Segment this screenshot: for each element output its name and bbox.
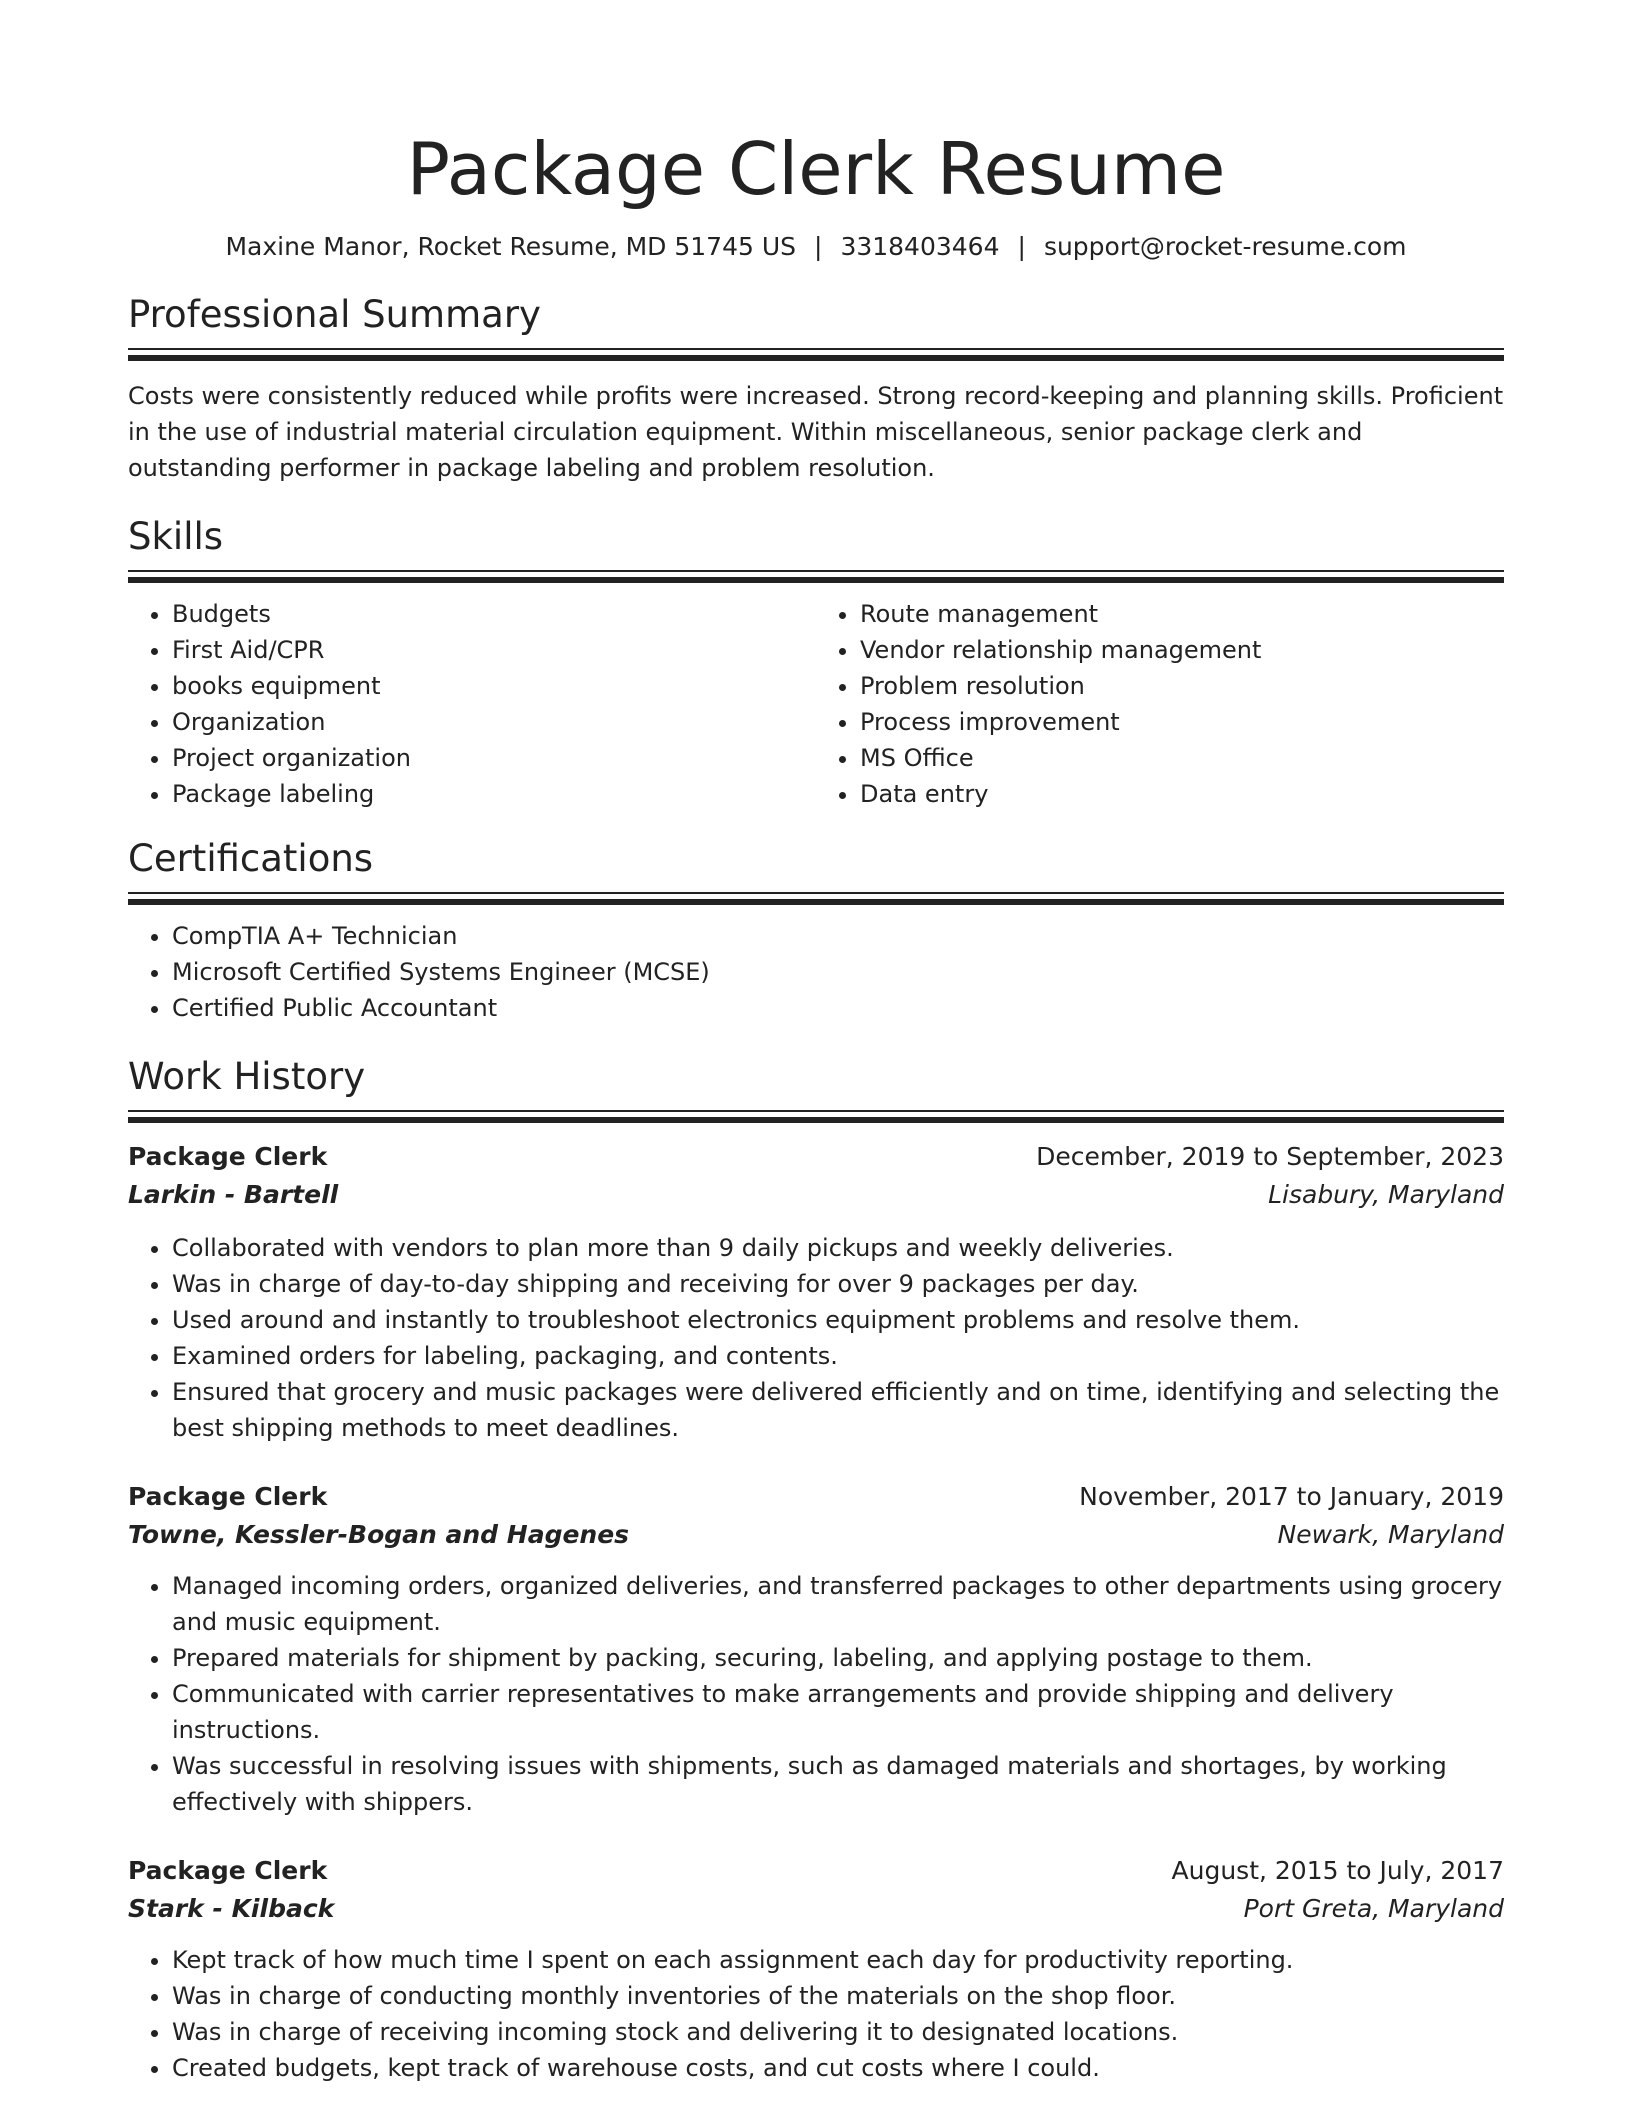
summary-heading: Professional Summary [128,293,541,336]
skill-item: • books equipment [172,668,816,704]
job-bullet: • Was in charge of day-to-day shipping and receiving for over 9 packages per day. [172,1266,1504,1302]
job-dates: August, 2015 to July, 2017 [1171,1856,1504,1885]
skill-item: • Problem resolution [860,668,1504,704]
skill-item: • Data entry [860,776,1504,812]
job-bullet: • Used around and instantly to troubleshoot electronics equipment problems and resolve them. [172,1302,1504,1338]
contact-email[interactable]: support@rocket-resume.com [1043,232,1407,261]
skills-list-left [128,596,816,812]
skills-grid [128,596,1504,812]
job-bullet: • Was in charge of receiving incoming stock and delivering it to designated locations. [172,2014,1504,2050]
job-bullet: • Examined orders for labeling, packaging, and contents. [172,1338,1504,1374]
job-dates: November, 2017 to January, 2019 [1079,1482,1504,1511]
summary-section [128,292,1504,486]
job-bullet: • Communicated with carrier representatives to make arrangements and provide shipping and delivery instructions. [172,1676,1504,1748]
job-entry [128,1138,1504,1446]
skill-item: • First Aid/CPR [172,632,816,668]
job-entry [128,1478,1504,1820]
skill-item: • Process improvement [860,704,1504,740]
contact-phone: 3318403464 [840,232,1000,261]
certification-item: • CompTIA A+ Technician [172,918,1504,954]
job-subheader-row [128,1176,1504,1214]
job-header-row [128,1138,1504,1176]
job-bullet: • Was in charge of conducting monthly inventories of the materials on the shop floor. [172,1978,1504,2014]
job-dates: December, 2019 to September, 2023 [1036,1142,1504,1171]
job-bullets [128,1568,1504,1820]
certifications-section [128,836,1504,1026]
skills-list-right [816,596,1504,812]
skills-heading: Skills [128,515,224,558]
work-history-heading: Work History [128,1055,366,1098]
job-bullet: • Was successful in resolving issues with shipments, such as damaged materials and shortages, by working effectively with shippers. [172,1748,1504,1820]
certifications-heading: Certifications [128,837,374,880]
job-bullets [128,1230,1504,1446]
job-bullet: • Prepared materials for shipment by packing, securing, labeling, and applying postage to them. [172,1640,1504,1676]
skills-section [128,514,1504,812]
contact-separator: | [814,232,823,261]
job-entry [128,1852,1504,2086]
skill-item: • MS Office [860,740,1504,776]
job-subheader-row [128,1890,1504,1928]
job-title: Package Clerk [128,1856,328,1885]
contact-line [128,230,1504,264]
section-divider [128,348,1504,362]
skill-item: • Budgets [172,596,816,632]
skill-item: • Route management [860,596,1504,632]
skill-item: • Package labeling [172,776,816,812]
resume-page [128,0,1504,2086]
job-company: Stark - Kilback [128,1894,335,1923]
resume-title: Package Clerk Resume [406,127,1226,211]
job-header-row [128,1852,1504,1890]
skill-item: • Vendor relationship management [860,632,1504,668]
contact-separator: | [1017,232,1026,261]
job-bullet: • Kept track of how much time I spent on each assignment each day for productivity reporting. [172,1942,1504,1978]
contact-address: Maxine Manor, Rocket Resume, MD 51745 US [225,232,796,261]
job-location: Lisabury, Maryland [1268,1180,1504,1209]
certifications-list [128,918,1504,1026]
skill-item: • Project organization [172,740,816,776]
job-header-row [128,1478,1504,1516]
section-divider [128,1110,1504,1124]
skill-item: • Organization [172,704,816,740]
job-location: Newark, Maryland [1277,1520,1504,1549]
job-company: Towne, Kessler-Bogan and Hagenes [128,1520,630,1549]
job-bullet: • Collaborated with vendors to plan more than 9 daily pickups and weekly deliveries. [172,1230,1504,1266]
job-location: Port Greta, Maryland [1243,1894,1504,1923]
section-divider [128,892,1504,906]
certification-item: • Microsoft Certified Systems Engineer (MCSE) [172,954,1504,990]
job-bullet: • Ensured that grocery and music packages were delivered efficiently and on time, identifying and selecting the best shipping methods to meet deadlines. [172,1374,1504,1446]
job-bullet: • Managed incoming orders, organized deliveries, and transferred packages to other departments using grocery and music equipment. [172,1568,1504,1640]
job-bullets [128,1942,1504,2086]
certification-item: • Certified Public Accountant [172,990,1504,1026]
job-subheader-row [128,1516,1504,1554]
job-title: Package Clerk [128,1482,328,1511]
summary-text: Costs were consistently reduced while profits were increased. Strong record-keeping and planning skills. Proficient in the use of industrial material circulation equipment. Within miscellaneous, senior package clerk and outstanding performer in package labeling and problem resolution. [128,382,1504,482]
work-history-section [128,1054,1504,2086]
job-title: Package Clerk [128,1142,328,1171]
section-divider [128,570,1504,584]
job-bullet: • Created budgets, kept track of warehouse costs, and cut costs where I could. [172,2050,1504,2086]
job-company: Larkin - Bartell [128,1180,339,1209]
